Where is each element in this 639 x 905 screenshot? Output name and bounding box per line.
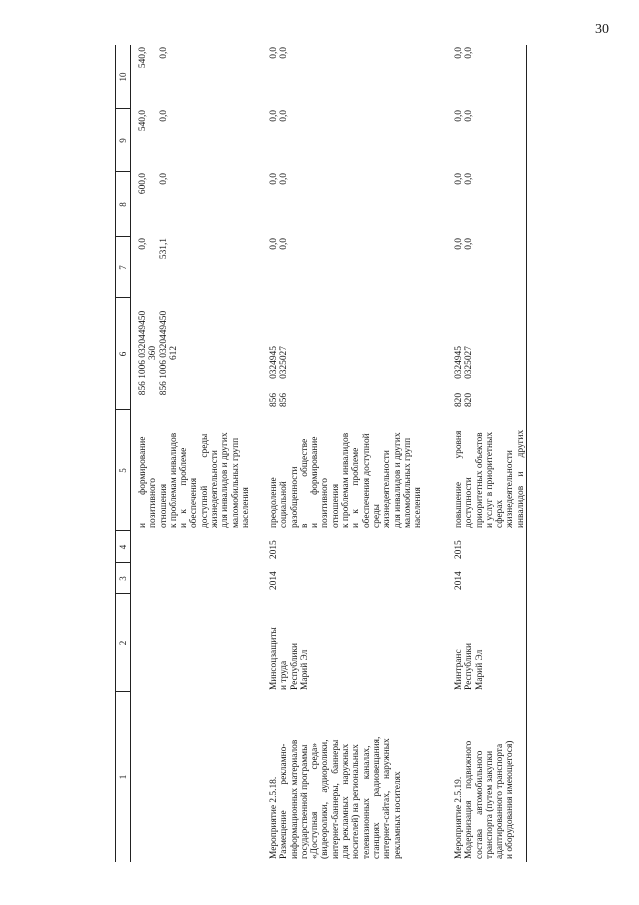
funding-cell-col8: 600,0 0,0 xyxy=(138,173,169,195)
responsible-executor-cell: Минсоцзащиты и труда Республики Марий Эл xyxy=(269,627,310,690)
budget-classification-cell: 856 0324945 856 0325027 xyxy=(269,346,290,407)
page-number: 30 xyxy=(595,22,609,37)
column-number-row xyxy=(116,45,131,862)
expected-result-cell: преодоление социальной разобщенности в обществе и формирование позитивного отношения к проблемам инвалидов и к проблеме обеспечения доступной среды жизнедеятельности для инвалидов и других маломобильных групп населения xyxy=(269,432,424,528)
funding-cell-col10: 0,0 0,0 xyxy=(454,47,475,59)
column-number: 6 xyxy=(118,351,128,357)
funding-cell-col9: 540,0 0,0 xyxy=(138,110,169,132)
start-year-cell: 2014 xyxy=(454,571,464,590)
column-number: 4 xyxy=(118,544,128,550)
rotated-table-container xyxy=(115,45,525,862)
budget-classification-cell: 820 0324945 820 0325027 xyxy=(454,346,475,407)
responsible-executor-cell: Минтранс Республики Марий Эл xyxy=(454,642,485,690)
funding-cell-col10: 0,0 0,0 xyxy=(269,47,290,59)
column-number: 9 xyxy=(118,138,128,143)
expected-result-cell: и формирование позитивного отношения к проблемам инвалидов и к проблеме обеспечения доступной среды жизнедеятельности для инвалидов и других маломобильных групп населения xyxy=(138,432,251,528)
funding-cell-col10: 540,0 0,0 xyxy=(138,47,169,69)
funding-cell-col8: 0,0 0,0 xyxy=(269,173,290,185)
column-number: 8 xyxy=(118,202,128,207)
activity-name-cell: Мероприятие 2.5.19. Модернизация подвижного состава автомобильного транспорта (путем закупки адаптированного транспорта и оборудования имеющегося) xyxy=(454,740,516,859)
column-number: 10 xyxy=(118,72,128,82)
column-number: 7 xyxy=(118,265,128,270)
end-year-cell: 2015 xyxy=(269,540,279,559)
funding-cell-col9: 0,0 0,0 xyxy=(454,110,475,122)
funding-cell-col8: 0,0 0,0 xyxy=(454,173,475,185)
expected-result-cell: повышение уровня доступности приоритетных объектов и услуг в приоритетных сферах жизнедеятельности инвалидов и других xyxy=(454,429,526,528)
end-year-cell: 2015 xyxy=(454,540,464,559)
column-number: 5 xyxy=(118,468,128,473)
funding-cell-col9: 0,0 0,0 xyxy=(269,110,290,122)
funding-cell-col7: 0,0 0,0 xyxy=(269,238,290,250)
column-number: 2 xyxy=(118,640,128,646)
program-table xyxy=(115,45,527,862)
budget-classification-cell: 856 1006 0320449450 360 856 1006 0320449450 612 xyxy=(138,310,179,396)
funding-cell-col7: 0,0 531,1 xyxy=(138,238,169,260)
start-year-cell: 2014 xyxy=(269,571,279,590)
funding-cell-col7: 0,0 0,0 xyxy=(454,238,475,250)
column-number: 1 xyxy=(118,774,128,780)
column-number: 3 xyxy=(118,576,128,581)
activity-name-cell: Мероприятие 2.5.18. Размещение рекламно- информационных материалов государственной программы «Доступная среда» (видеоролики, аудиоролики, интернет-баннеры, баннеры для рекламных наружных носителей) на региональных телевизионных каналах, станциях радиовещания, интернет-сайтах, наружных рекламных носителях xyxy=(269,736,403,859)
